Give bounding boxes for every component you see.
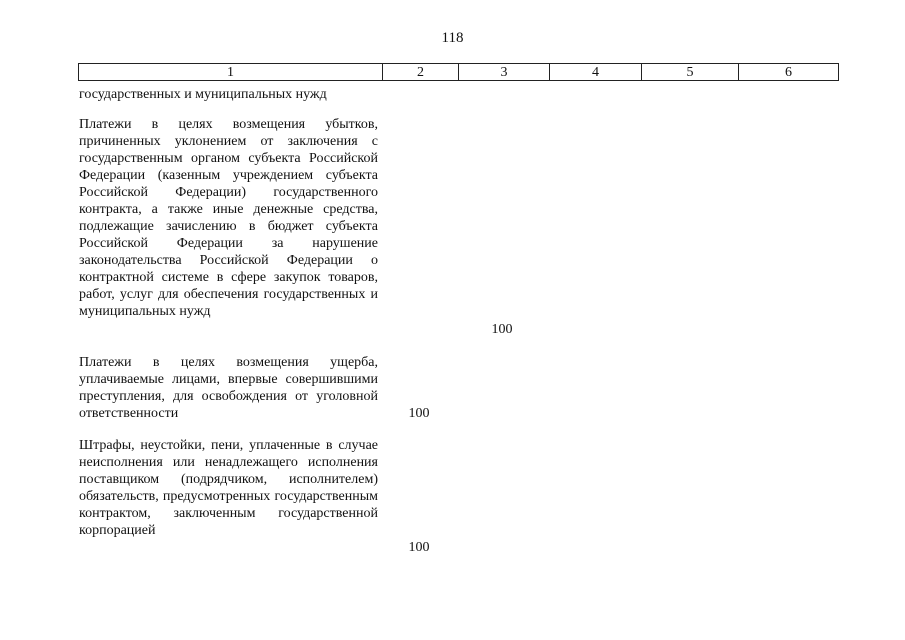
table-header — [78, 63, 839, 81]
row-value-col2: 100 — [408, 406, 430, 421]
column-header-1: 1 — [79, 64, 383, 81]
page-number: 118 — [441, 30, 464, 46]
column-header-5: 5 — [642, 64, 739, 81]
column-header-4: 4 — [550, 64, 642, 81]
column-header-6: 6 — [739, 64, 839, 81]
row-text-damage-payments: Платежи в целях возмещения ущерба, уплачиваемые лицами, впервые совершившими преступления, для освобождения от уголовной ответственности — [79, 355, 378, 421]
row-text-penalties: Штрафы, неустойки, пени, уплаченные в случае неисполнения или ненадлежащего исполнения поставщиком (подрядчиком, исполнителем) обязательств, предусмотренных государственным контрактом, заключенным государственной корпорацией — [79, 438, 378, 538]
row-text-continuation: государственных и муниципальных нужд — [79, 87, 327, 102]
column-header-2: 2 — [383, 64, 459, 81]
column-header-3: 3 — [459, 64, 550, 81]
row-text-losses-payments: Платежи в целях возмещения убытков, причиненных уклонением от заключения с государственным органом субъекта Российской Федерации (казенным учреждением субъекта Российской Федерации) государственного контракта, а также иные денежные средства, подлежащие зачислению в бюджет субъекта Российской Федерации за нарушение законодательства Российской Федерации о контрактной системе в сфере закупок товаров, работ, услуг для обеспечения государственных и муниципальных нужд — [79, 117, 378, 319]
row-value-col3: 100 — [491, 322, 513, 337]
row-value-col2: 100 — [408, 540, 430, 555]
